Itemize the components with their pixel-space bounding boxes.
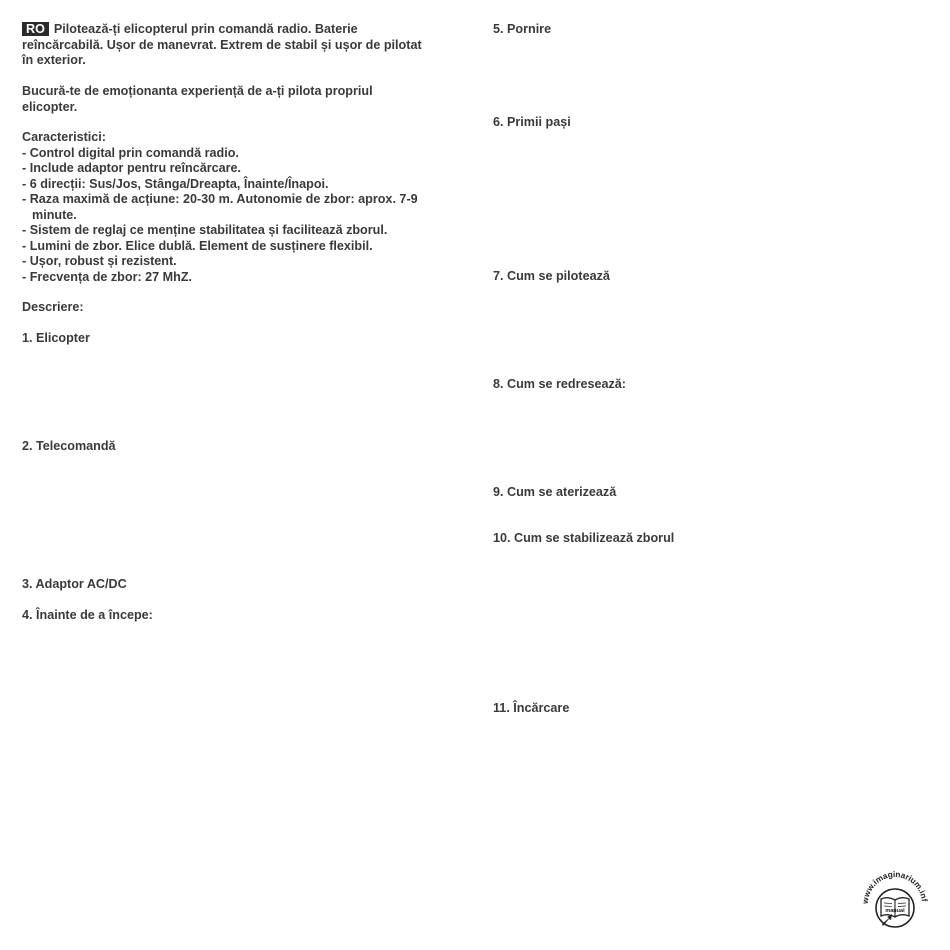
section-heading-power-on: 5. Pornire <box>493 22 552 36</box>
description-heading: Descriere: <box>22 300 84 314</box>
section-heading-how-to-fly: 7. Cum se pilotează <box>493 269 610 283</box>
tagline-paragraph <box>22 84 472 115</box>
intro-paragraph <box>22 22 472 69</box>
section-heading-first-steps: 6. Primii pași <box>493 115 571 129</box>
tagline-line-1: Bucură-te de emoționanta experiență de a-ți pilota propriul <box>22 84 373 98</box>
feature-item: - Include adaptor pentru reîncărcare. <box>22 161 242 175</box>
feature-item: - Raza maximă de acțiune: 20-30 m. Autonomie de zbor: aprox. 7-9 <box>22 192 418 206</box>
section-heading-stabilize: 10. Cum se stabilizează zborul <box>493 531 675 545</box>
intro-line-3: în exterior. <box>22 53 86 67</box>
features-heading: Caracteristici: <box>22 130 106 144</box>
imaginarium-manual-logo <box>856 862 934 940</box>
section-heading-remote: 2. Telecomandă <box>22 439 116 453</box>
section-heading-landing: 9. Cum se aterizează <box>493 485 617 499</box>
section-heading-before-start: 4. Înainte de a începe: <box>22 608 153 622</box>
logo-url-text: www.imaginarium.inf <box>860 869 929 905</box>
section-heading-helicopter: 1. Elicopter <box>22 331 90 345</box>
intro-line-2: reîncărcabilă. Ușor de manevrat. Extrem de stabil și ușor de pilotat <box>22 37 422 52</box>
section-heading-adapter: 3. Adaptor AC/DC <box>22 577 127 591</box>
feature-item: - Sistem de reglaj ce menține stabilitatea și facilitează zborul. <box>22 223 388 237</box>
section-heading-charging: 11. Încărcare <box>493 701 570 715</box>
feature-item-continuation: minute. <box>32 207 77 222</box>
feature-item: - Frecvența de zbor: 27 MhZ. <box>22 269 193 284</box>
manual-book-icon <box>856 862 934 940</box>
feature-item: - Lumini de zbor. Elice dublă. Element de susținere flexibil. <box>22 238 373 253</box>
intro-line-1: RO Pilotează-ți elicopterul prin comandă radio. Baterie <box>22 22 472 38</box>
feature-item: - Control digital prin comandă radio. <box>22 145 239 160</box>
feature-item: - Ușor, robust și rezistent. <box>22 254 177 268</box>
section-heading-recover: 8. Cum se redresează: <box>493 377 627 391</box>
book-label: manual <box>885 908 905 914</box>
features-list <box>22 130 472 285</box>
feature-item: - 6 direcții: Sus/Jos, Stânga/Dreapta, Înainte/Înapoi. <box>22 176 329 191</box>
language-badge: RO <box>22 22 49 36</box>
tagline-line-2: elicopter. <box>22 99 78 114</box>
